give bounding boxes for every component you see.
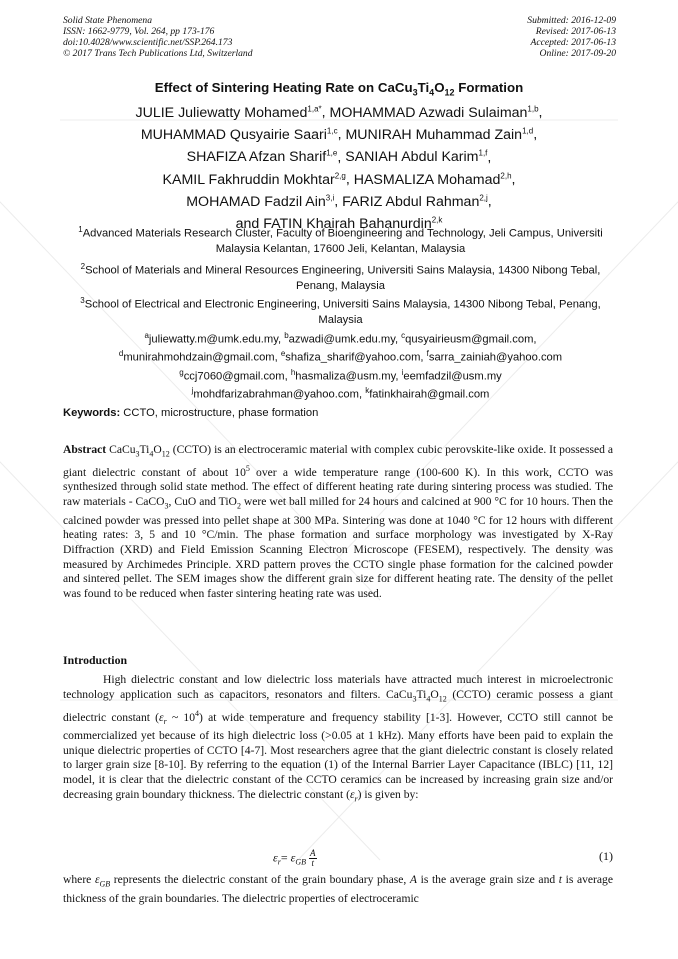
email-link[interactable]: sarra_zainiah@yahoo.com — [428, 352, 563, 365]
equation-explanation: where $\varepsilon_{GB}$ represents the dielectric constant of the grain boundary phase, A is the average grain size and t is average thickness of the grain boundaries. The dielectric properties of electroceramic — [63, 873, 613, 905]
date-submitted: Submitted: 2016-12-09 — [527, 15, 616, 26]
affiliation-3: $^3$School of Electrical and Electronic Engineering, Universiti Sains Malaysia, 14300 Nibong Tebal, Penang, Malaysia — [80, 296, 601, 326]
author: MOHAMMAD Azwadi Sulaiman$^{1,b}$ — [329, 104, 539, 121]
date-revised: Revised: 2017-06-13 — [535, 26, 616, 37]
author-line: MUHAMMAD Qusyairie Saari$^{1,c}$, MUNIRAH Muhammad Zain$^{1,d}$, — [140, 126, 538, 144]
email-link[interactable]: eemfadzil@usm.my — [403, 370, 502, 383]
paper-title: Effect of Sintering Heating Rate on $CaCu_3Ti_4O_{12}$ Formation — [154, 80, 524, 98]
email-link[interactable]: juliewatty.m@umk.edu.my — [148, 333, 278, 346]
author: FARIZ Abdul Rahman$^{2,j}$ — [342, 193, 488, 211]
email-link[interactable]: fatinkhairah@gmail.com — [369, 389, 490, 402]
author: SANIAH Abdul Karim$^{1,f}$ — [345, 148, 488, 166]
affiliation-2: $^2$School of Materials and Mineral Resources Engineering, Universiti Sains Malaysia, 14300 Nibong Tebal, Penang, Malaysia — [80, 262, 601, 292]
keywords-label: Keywords: — [63, 407, 121, 419]
author: JULIE Juliewatty Mohamed$^{1,a*}$ — [135, 104, 322, 121]
email-link[interactable]: mohdfarizabrahman@yahoo.com — [193, 389, 359, 402]
email-link[interactable]: qusyairieusm@gmail.com — [405, 333, 534, 346]
introduction-paragraph: High dielectric constant and low dielectric loss materials have attracted much interest in microelectronic technology application such as capacitors, resonators and filters. $CaCu_3Ti_4O_{12}$ (CCTO) ceramic possess a giant dielectric constant ($\varepsilon_r$ ~ $10^4$) at wide temperature and frequency stability [1-3]. However, CCTO still cannot be commercialized yet because of its high dielectric loss (>0.05 at 1 kHz). Many efforts have been paid to explain the unique dielectric properties of CCTO [4-7]. Most researchers agree that the giant dielectric constant is closely related to larger grain size [8-10]. By referring to the equation (1) of the Internal Barrier Layer Capacitance (IBLC) [11, 12] model, it is clear that the dielectric constant of the CCTO ceramics can be increased by increasing grain size and/or decreasing grain boundary thickness. The dielectric constant $(\varepsilon_r)$ is given by: — [63, 673, 613, 803]
author: SHAFIZA Afzan Sharif$^{1,e}$ — [186, 148, 338, 166]
journal-name: Solid State Phenomena — [63, 15, 152, 26]
email-link[interactable]: munirahmohdzain@gmail.com — [123, 352, 275, 365]
abstract-label: Abstract — [63, 443, 107, 456]
date-accepted: Accepted: 2017-06-13 — [530, 37, 616, 48]
journal-issn: ISSN: 1662-9779, Vol. 264, pp 173-176 — [63, 26, 215, 37]
section-heading: Introduction — [63, 653, 128, 667]
email-link[interactable]: hasmaliza@usm.my — [295, 370, 396, 383]
affiliation-1: $^1$Advanced Materials Research Cluster, Faculty of Bioengineering and Technology, Jeli Campus, Universiti Malaysia Kelantan, 17600 Jeli, Kelantan, Malaysia — [78, 225, 603, 255]
author-line: MOHAMAD Fadzil Ain$^{3,i}$, FARIZ Abdul Rahman$^{2,j}$, — [186, 193, 492, 211]
author-line: JULIE Juliewatty Mohamed$^{1,a*}$, MOHAMMAD Azwadi Sulaiman$^{1,b}$, — [135, 104, 543, 121]
journal-doi: doi:10.4028/www.scientific.net/SSP.264.173 — [63, 37, 233, 48]
equation-expression: $\varepsilon_r= \varepsilon_{GB}$ $\frac{A}{t}$ — [273, 848, 316, 868]
equation-1 — [63, 846, 613, 868]
keywords — [63, 407, 318, 419]
author: MOHAMAD Fadzil Ain$^{3,i}$ — [186, 193, 335, 211]
author-list — [40, 100, 638, 234]
author: KAMIL Fakhruddin Mokhtar$^{2,g}$ — [162, 170, 346, 188]
fraction: $\frac{A}{t}$ — [310, 848, 316, 868]
email-link[interactable]: azwadi@umk.edu.my — [288, 333, 395, 346]
journal-info — [63, 15, 253, 59]
email-link[interactable]: ccj7060@gmail.com — [183, 370, 285, 383]
author: and FATIN Khairah Bahanurdin$^{2,k}$ — [235, 215, 443, 233]
publication-dates — [527, 15, 616, 59]
author-line: SHAFIZA Afzan Sharif$^{1,e}$, SANIAH Abdul Karim$^{1,f}$, — [186, 148, 492, 166]
abstract: Abstract $CaCu_3Ti_4O_{12}$ (CCTO) is an electroceramic material with complex cubic perovskite-like oxide. It possessed a giant dielectric constant of about $10^5$ over a wide temperature range (100-600 K). In this work, CCTO was synthesized through solid state method. The effect of different heating rate during sintering process was studied. The raw materials - CaCO$_3$, CuO and TiO$_2$ were wet ball milled for 24 hours and calcined at 900 °C for 10 hours. Then the calcined powder was pressed into pellet shape at 300 MPa. Sintering was done at 1040 °C for 12 hours with different heating rates: 3, 5 and 10 °C/min. The phase formation and surface morphology was investigated by X-Ray Diffraction (XRD) and Field Emission Scanning Electron Microscope (FESEM), respectively. The density was measured by Archimedes Principle. XRD pattern proves the CCTO single phase formation for the calcined powder and sintered pellet. The SEM images show the different grain size for different heating rate. The density of the pellet was found to be reduced when faster sintering heating rate was used. — [63, 443, 613, 600]
keywords-text: CCTO, microstructure, phase formation — [120, 407, 319, 419]
email-list: $^a$juliewatty.m@umk.edu.my, $^b$azwadi@umk.edu.my, $^c$qusyairieusm@gmail.com, $^d$munirahmohdzain@gmail.com, $^e$shafiza_sharif@yahoo.com, $^f$sarra_zainiah@yahoo.com $^g$ccj7060@gmail.com, $^h$hasmaliza@usm.my, $^i$eemfadzil@usm.my $^j$mohdfarizabrahman@yahoo.com, $^k$fatinkhairah@gmail.com — [118, 331, 563, 402]
journal-copyright: © 2017 Trans Tech Publications Ltd, Switzerland — [63, 48, 253, 59]
author: HASMALIZA Mohamad$^{2,h}$ — [353, 170, 512, 188]
date-online: Online: 2017-09-20 — [539, 48, 616, 59]
author: MUHAMMAD Qusyairie Saari$^{1,c}$ — [140, 126, 338, 144]
equation-number: (1) — [599, 849, 613, 863]
author-line: KAMIL Fakhruddin Mokhtar$^{2,g}$, HASMALIZA Mohamad$^{2,h}$, — [162, 170, 516, 188]
author: MUNIRAH Muhammad Zain$^{1,d}$ — [345, 126, 534, 144]
email-link[interactable]: shafiza_sharif@yahoo.com — [285, 352, 421, 365]
